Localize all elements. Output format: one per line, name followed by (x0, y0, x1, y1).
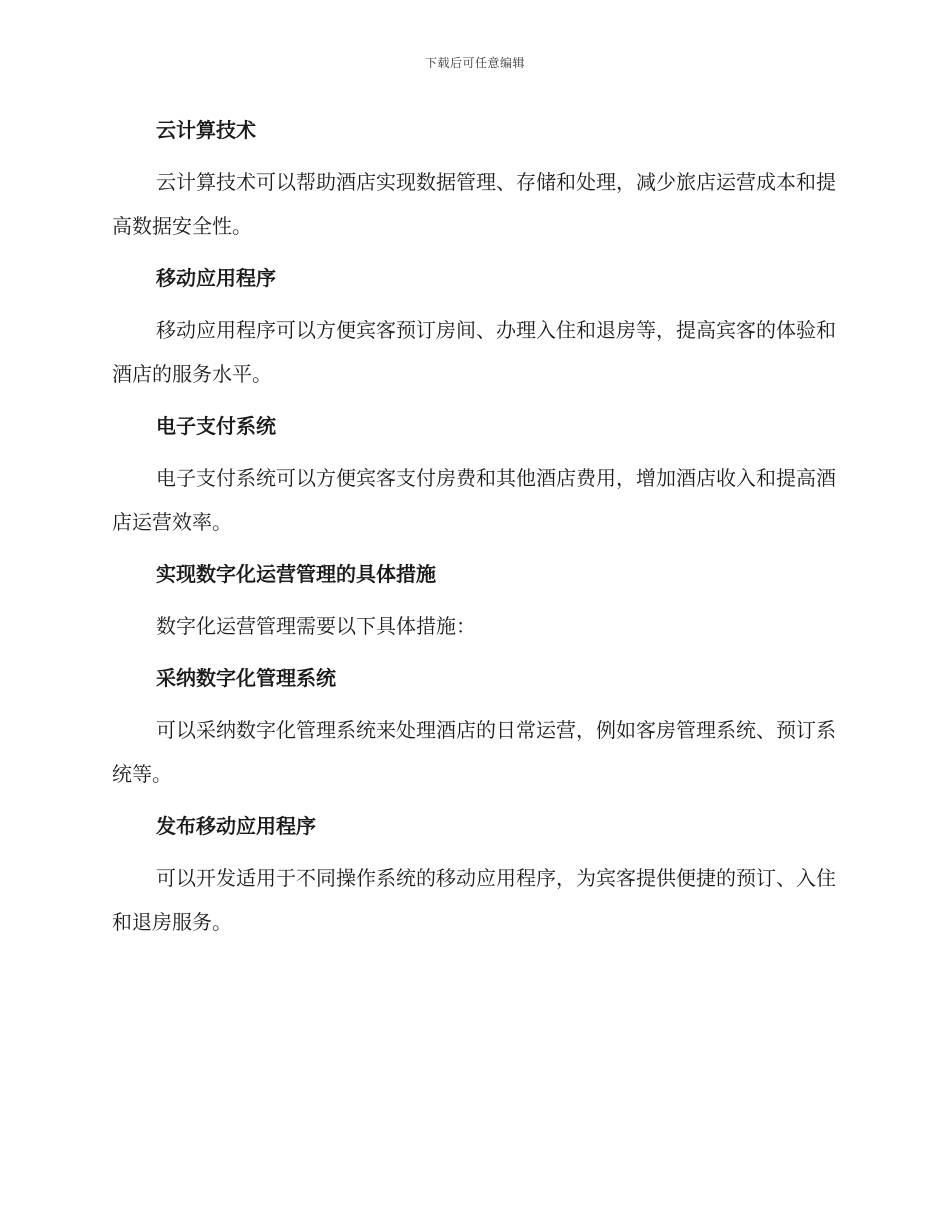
section-heading-e-payment: 电子支付系统 (156, 414, 276, 438)
section-heading-publish-app: 发布移动应用程序 (156, 814, 316, 838)
section-heading-digital-measures: 实现数字化运营管理的具体措施 (156, 562, 436, 586)
section-heading-adopt-system: 采纳数字化管理系统 (156, 666, 336, 690)
document-body (112, 110, 836, 954)
section-heading-cloud-computing: 云计算技术 (156, 118, 256, 142)
section-body-publish-app: 可以开发适用于不同操作系统的移动应用程序，为宾客提供便捷的预订、入住和退房服务。 (112, 866, 836, 934)
section-body-digital-measures: 数字化运营管理需要以下具体措施： (156, 614, 476, 638)
section-body-adopt-system: 可以采纳数字化管理系统来处理酒店的日常运营，例如客房管理系统、预订系统等。 (112, 718, 836, 786)
section-body-cloud-computing: 云计算技术可以帮助酒店实现数据管理、存储和处理，减少旅店运营成本和提高数据安全性。 (112, 170, 836, 238)
section-body-e-payment: 电子支付系统可以方便宾客支付房费和其他酒店费用，增加酒店收入和提高酒店运营效率。 (112, 466, 836, 534)
page-header: 下载后可任意编辑 (424, 56, 525, 70)
section-body-mobile-app: 移动应用程序可以方便宾客预订房间、办理入住和退房等，提高宾客的体验和酒店的服务水平。 (112, 318, 836, 386)
section-heading-mobile-app: 移动应用程序 (156, 266, 276, 290)
